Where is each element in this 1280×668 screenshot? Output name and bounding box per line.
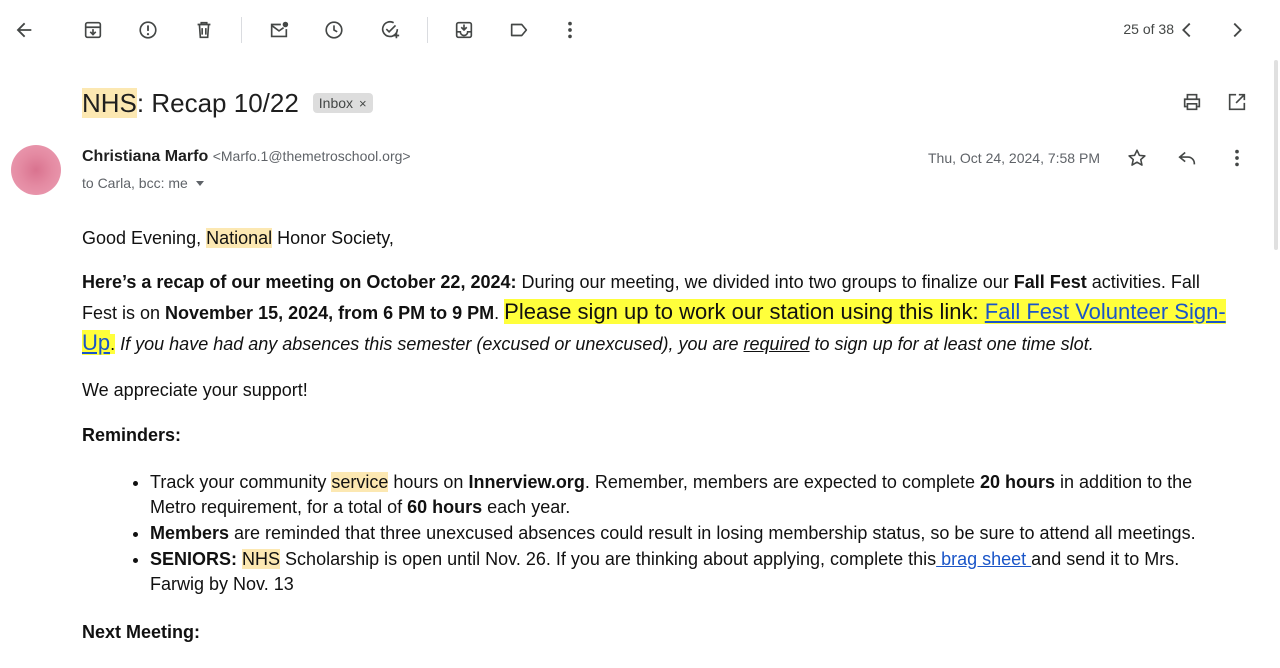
reply-icon xyxy=(1176,147,1198,169)
item-text: . Remember, members are expected to complete xyxy=(584,472,980,492)
add-to-tasks-icon xyxy=(379,19,401,41)
mark-unread-button[interactable] xyxy=(259,10,299,50)
recap-text: During our meeting, we divided into two groups to finalize our xyxy=(516,272,1014,292)
print-icon xyxy=(1181,91,1203,113)
sender-name[interactable]: Christiana Marfo xyxy=(82,148,209,165)
search-highlight: service xyxy=(331,472,389,492)
newer-button[interactable] xyxy=(1167,10,1207,50)
thanks-line: We appreciate your support! xyxy=(82,380,308,400)
chevron-left-icon xyxy=(1176,19,1198,41)
fall-fest-bold: Fall Fest xyxy=(1013,272,1087,292)
greeting-text: Honor Society, xyxy=(272,228,394,248)
seniors-bold: SENIORS: xyxy=(150,549,238,569)
labels-button[interactable] xyxy=(499,10,539,50)
search-highlight: NHS xyxy=(242,549,281,569)
more-options-button[interactable] xyxy=(550,10,590,50)
star-button[interactable] xyxy=(1117,138,1157,178)
reminders-list xyxy=(82,470,1232,597)
volunteer-signup-link[interactable]: Fall Fest Volunteer Sign-Up xyxy=(82,299,1226,355)
chevron-right-icon xyxy=(1226,19,1248,41)
older-button[interactable] xyxy=(1217,10,1257,50)
open-new-window-button[interactable] xyxy=(1217,82,1257,122)
item-text: and send it to Mrs. Farwig by Nov. 13 xyxy=(150,549,1180,594)
message-more-button[interactable] xyxy=(1217,138,1257,178)
move-to-icon xyxy=(453,19,475,41)
recipients-text: to Carla, bcc: me xyxy=(82,175,188,191)
delete-icon xyxy=(193,19,215,41)
list-item xyxy=(150,521,1232,546)
item-text: Track your community xyxy=(150,472,332,492)
recap-heading: Here’s a recap of our meeting on October 22, 2024: xyxy=(82,272,517,292)
recipient-line xyxy=(82,175,206,191)
more-vert-icon xyxy=(1226,147,1248,169)
pager-count: 25 of 38 xyxy=(1123,21,1174,37)
delete-button[interactable] xyxy=(184,10,224,50)
list-item xyxy=(150,547,1232,597)
search-highlight: National xyxy=(206,228,273,248)
subject-row xyxy=(82,85,373,121)
next-meeting-heading: Next Meeting: xyxy=(82,622,201,642)
sender-line xyxy=(82,148,411,166)
archive-icon xyxy=(82,19,104,41)
absence-note xyxy=(115,334,1094,354)
toolbar xyxy=(0,0,1280,60)
reminders-heading: Reminders: xyxy=(82,425,182,445)
snooze-button[interactable] xyxy=(314,10,354,50)
site-name: Innerview.org xyxy=(468,472,585,492)
reply-button[interactable] xyxy=(1167,138,1207,178)
toolbar-divider xyxy=(427,17,428,43)
open-in-new-icon xyxy=(1226,91,1248,113)
hours-bold: 20 hours xyxy=(980,472,1056,492)
more-vert-icon xyxy=(559,19,581,41)
labels-icon xyxy=(508,19,530,41)
email-subject xyxy=(82,88,299,119)
report-spam-button[interactable] xyxy=(128,10,168,50)
callout-period: . xyxy=(110,334,116,354)
signup-callout-text: Please sign up to work our station using this link: xyxy=(504,299,985,324)
recap-text: . xyxy=(494,303,505,323)
remove-label-icon[interactable]: × xyxy=(359,95,367,111)
star-icon xyxy=(1126,147,1148,169)
archive-button[interactable] xyxy=(73,10,113,50)
sender-email: <Marfo.1@themetroschool.org> xyxy=(212,148,411,164)
recap-text: activities. Fall Fest is on xyxy=(82,272,1200,323)
search-highlight: NHS xyxy=(82,87,137,118)
toolbar-divider xyxy=(241,17,242,43)
total-hours-bold: 60 hours xyxy=(407,497,483,517)
scrollbar[interactable] xyxy=(1274,60,1278,250)
report-spam-icon xyxy=(137,19,159,41)
brag-sheet-link[interactable]: brag sheet xyxy=(936,549,1032,569)
inbox-label-chip[interactable] xyxy=(313,93,373,113)
item-text: in addition to the Metro requirement, for a total of xyxy=(150,472,1193,517)
absence-note-text: If you have had any absences this semester (excused or unexcused), you are xyxy=(115,334,744,354)
move-to-button[interactable] xyxy=(444,10,484,50)
snooze-icon xyxy=(323,19,345,41)
mark-unread-icon xyxy=(268,19,290,41)
item-text: hours on xyxy=(388,472,469,492)
item-text: each year. xyxy=(482,497,571,517)
recipient-details-button[interactable] xyxy=(194,177,206,189)
members-bold: Members xyxy=(150,523,230,543)
add-to-tasks-button[interactable] xyxy=(370,10,410,50)
greeting-text: Good Evening, xyxy=(82,228,207,248)
required-word: required xyxy=(743,334,810,354)
back-button[interactable] xyxy=(4,10,44,50)
absence-note-text: to sign up for at least one time slot. xyxy=(809,334,1094,354)
recap-paragraph xyxy=(82,268,1232,359)
item-text: Scholarship is open until Nov. 26. If you are thinking about applying, complete this xyxy=(280,549,937,569)
greeting xyxy=(82,225,1232,251)
label-chip-text: Inbox xyxy=(318,95,354,111)
email-date: Thu, Oct 24, 2024, 7:58 PM xyxy=(928,150,1100,166)
item-text: are reminded that three unexcused absences could result in losing membership status, so be sure to attend all meetings. xyxy=(229,523,1196,543)
fall-fest-date: November 15, 2024, from 6 PM to 9 PM xyxy=(165,303,495,323)
caret-down-icon xyxy=(194,177,206,189)
print-button[interactable] xyxy=(1172,82,1212,122)
list-item xyxy=(150,470,1232,520)
email-body xyxy=(82,225,1232,645)
sender-avatar[interactable] xyxy=(11,145,61,195)
subject-text: : Recap 10/22 xyxy=(136,87,299,118)
arrow-left-icon xyxy=(13,19,35,41)
